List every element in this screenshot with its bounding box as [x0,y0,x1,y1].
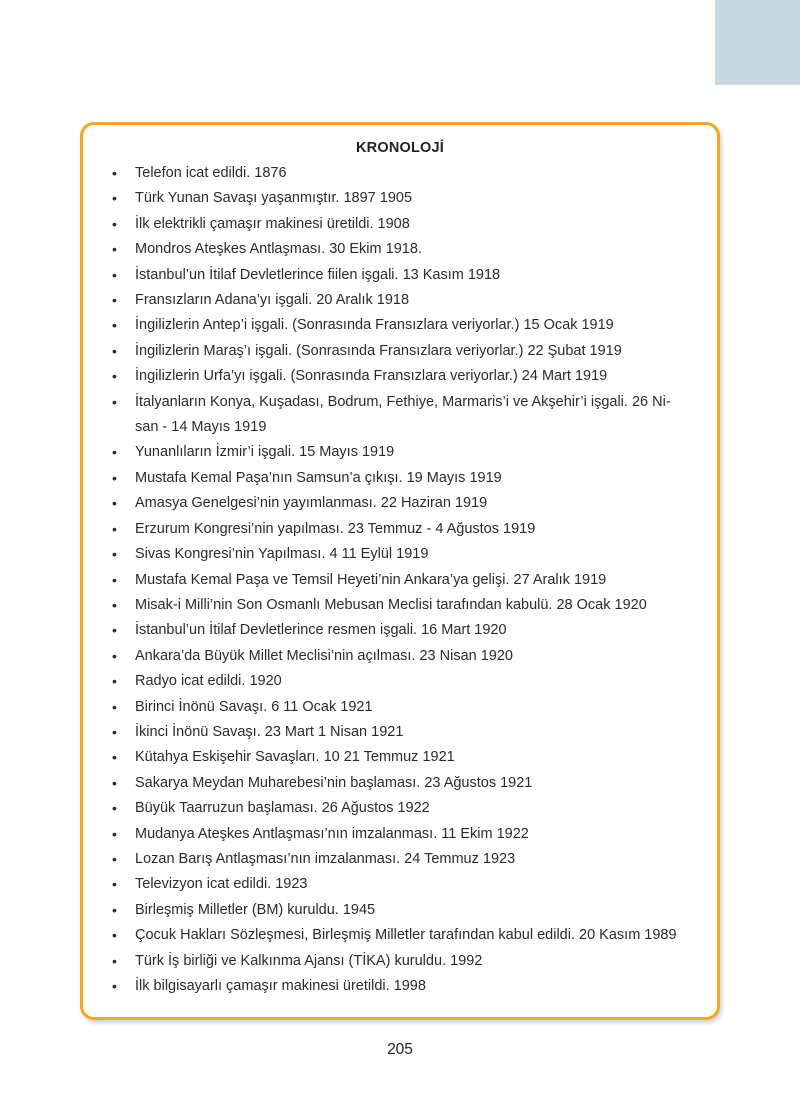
chronology-item-text: İstanbul’un İtilaf Devletlerince resmen işgali. 16 Mart 1920 [135,622,507,639]
chronology-item [112,364,712,389]
chronology-item-text: İlk elektrikli çamaşır makinesi üretildi. 1908 [135,215,410,232]
bullet-icon: • [112,495,117,512]
chronology-item [112,644,712,669]
chronology-item-text: Fransızların Adana’yı işgali. 20 Aralık 1918 [135,292,410,309]
chronology-item [112,822,712,847]
chronology-item-continuation: san - 14 Mayıs 1919 [135,419,267,436]
bullet-icon: • [112,876,117,893]
chronology-item [112,720,712,745]
chronology-item-text: İngilizlerin Urfa’yı işgali. (Sonrasında Fransızlara veriyorlar.) 24 Mart 1919 [135,368,608,385]
chronology-item-text: Sivas Kongresi’nin Yapılması. 4 11 Eylül 1919 [135,546,429,563]
chronology-item [112,949,712,974]
chronology-item-text: Birleşmiş Milletler (BM) kuruldu. 1945 [135,901,376,918]
chronology-item-text: Çocuk Hakları Sözleşmesi, Birleşmiş Milletler tarafından kabul edildi. 20 Kasım 1989 [135,927,677,944]
bullet-icon: • [112,673,117,690]
bullet-icon: • [112,368,117,385]
chronology-item-text: Mustafa Kemal Paşa’nın Samsun’a çıkışı. 19 Mayıs 1919 [135,469,502,486]
bullet-icon: • [112,342,117,359]
bullet-icon: • [112,469,117,486]
chronology-item [112,237,712,262]
bullet-icon: • [112,215,117,232]
bullet-icon: • [112,749,117,766]
chronology-item [112,745,712,770]
chronology-item [112,847,712,872]
chronology-item [112,695,712,720]
chronology-item [112,390,712,441]
chronology-item-text: Mustafa Kemal Paşa ve Temsil Heyeti’nin Ankara’ya gelişi. 27 Aralık 1919 [135,571,607,588]
chronology-item [112,466,712,491]
chronology-item-text: Kütahya Eskişehir Savaşları. 10 21 Temmuz 1921 [135,749,455,766]
bullet-icon: • [112,825,117,842]
bullet-icon: • [112,622,117,639]
bullet-icon: • [112,190,117,207]
chronology-item-text: İlk bilgisayarlı çamaşır makinesi üretildi. 1998 [135,978,426,994]
bullet-icon: • [112,571,117,588]
chronology-item [112,542,712,567]
chronology-item-text: Türk İş birliği ve Kalkınma Ajansı (TİKA) kuruldu. 1992 [135,952,483,969]
chronology-item-text: İngilizlerin Antep’i işgali. (Sonrasında Fransızlara veriyorlar.) 15 Ocak 1919 [135,317,614,334]
bullet-icon: • [112,901,117,918]
chronology-item-text: Birinci İnönü Savaşı. 6 11 Ocak 1921 [135,698,373,715]
chronology-item-text: İstanbul’un İtilaf Devletlerince fiilen işgali. 13 Kasım 1918 [135,266,501,283]
chronology-item [112,669,712,694]
bullet-icon: • [112,292,117,309]
bullet-icon: • [112,927,117,944]
chronology-item-text: Televizyon icat edildi. 1923 [135,876,308,893]
chronology-item [112,161,712,186]
chronology-item [112,263,712,288]
bullet-icon: • [112,393,117,410]
chronology-item [112,923,712,948]
chronology-item-text: Radyo icat edildi. 1920 [135,673,282,690]
bullet-icon: • [112,546,117,563]
chronology-item [112,491,712,516]
chronology-item [112,771,712,796]
chronology-item [112,288,712,313]
chronology-title: KRONOLOJİ [356,140,444,156]
bullet-icon: • [112,317,117,334]
chronology-item [112,618,712,643]
bullet-icon: • [112,800,117,817]
chronology-item-text: Sakarya Meydan Muharebesi’nin başlaması. 23 Ağustos 1921 [135,774,533,791]
chronology-item [112,796,712,821]
bullet-icon: • [112,266,117,283]
page-number: 205 [387,1041,413,1058]
chronology-item [112,440,712,465]
bullet-icon: • [112,520,117,537]
bullet-icon: • [112,850,117,867]
bullet-icon: • [112,596,117,613]
bullet-icon: • [112,241,117,258]
chronology-item [112,517,712,542]
chronology-item-text: İtalyanların Konya, Kuşadası, Bodrum, Fethiye, Marmaris’i ve Akşehir’i işgali. 26 Ni- [135,393,671,410]
chronology-item [112,212,712,237]
bullet-icon: • [112,774,117,791]
chronology-item [112,593,712,618]
bullet-icon: • [112,444,117,461]
bullet-icon: • [112,165,117,181]
chronology-item [112,872,712,897]
bullet-icon: • [112,647,117,664]
chronology-item-text: Erzurum Kongresi’nin yapılması. 23 Temmuz - 4 Ağustos 1919 [135,520,536,537]
chronology-item [112,313,712,338]
chronology-item [112,974,712,999]
chronology-item-text: İngilizlerin Maraş’ı işgali. (Sonrasında Fransızlara veriyorlar.) 22 Şubat 1919 [135,342,622,359]
chronology-item [112,568,712,593]
bullet-icon: • [112,978,117,994]
chronology-item-text: Lozan Barış Antlaşması’nın imzalanması. 24 Temmuz 1923 [135,850,516,867]
chronology-item-text: Mondros Ateşkes Antlaşması. 30 Ekim 1918. [135,241,422,258]
chronology-list [112,161,712,999]
chronology-item [112,339,712,364]
corner-tab [715,0,800,85]
chronology-item-text: Ankara’da Büyük Millet Meclisi’nin açılması. 23 Nisan 1920 [135,647,513,664]
bullet-icon: • [112,698,117,715]
chronology-item-text: Yunanlıların İzmir’i işgali. 15 Mayıs 1919 [135,444,395,461]
bullet-icon: • [112,952,117,969]
chronology-item-text: Amasya Genelgesi’nin yayımlanması. 22 Haziran 1919 [135,495,488,512]
chronology-item [112,186,712,211]
chronology-item-text: Misak-i Milli’nin Son Osmanlı Mebusan Meclisi tarafından kabulü. 28 Ocak 1920 [135,596,647,613]
chronology-item-text: Mudanya Ateşkes Antlaşması’nın imzalanması. 11 Ekim 1922 [135,825,529,842]
chronology-item-text: Türk Yunan Savaşı yaşanmıştır. 1897 1905 [135,190,413,207]
chronology-item [112,898,712,923]
bullet-icon: • [112,723,117,740]
chronology-item-text: İkinci İnönü Savaşı. 23 Mart 1 Nisan 1921 [135,723,404,740]
chronology-item-text: Telefon icat edildi. 1876 [135,165,287,181]
chronology-item-text: Büyük Taarruzun başlaması. 26 Ağustos 1922 [135,800,430,817]
